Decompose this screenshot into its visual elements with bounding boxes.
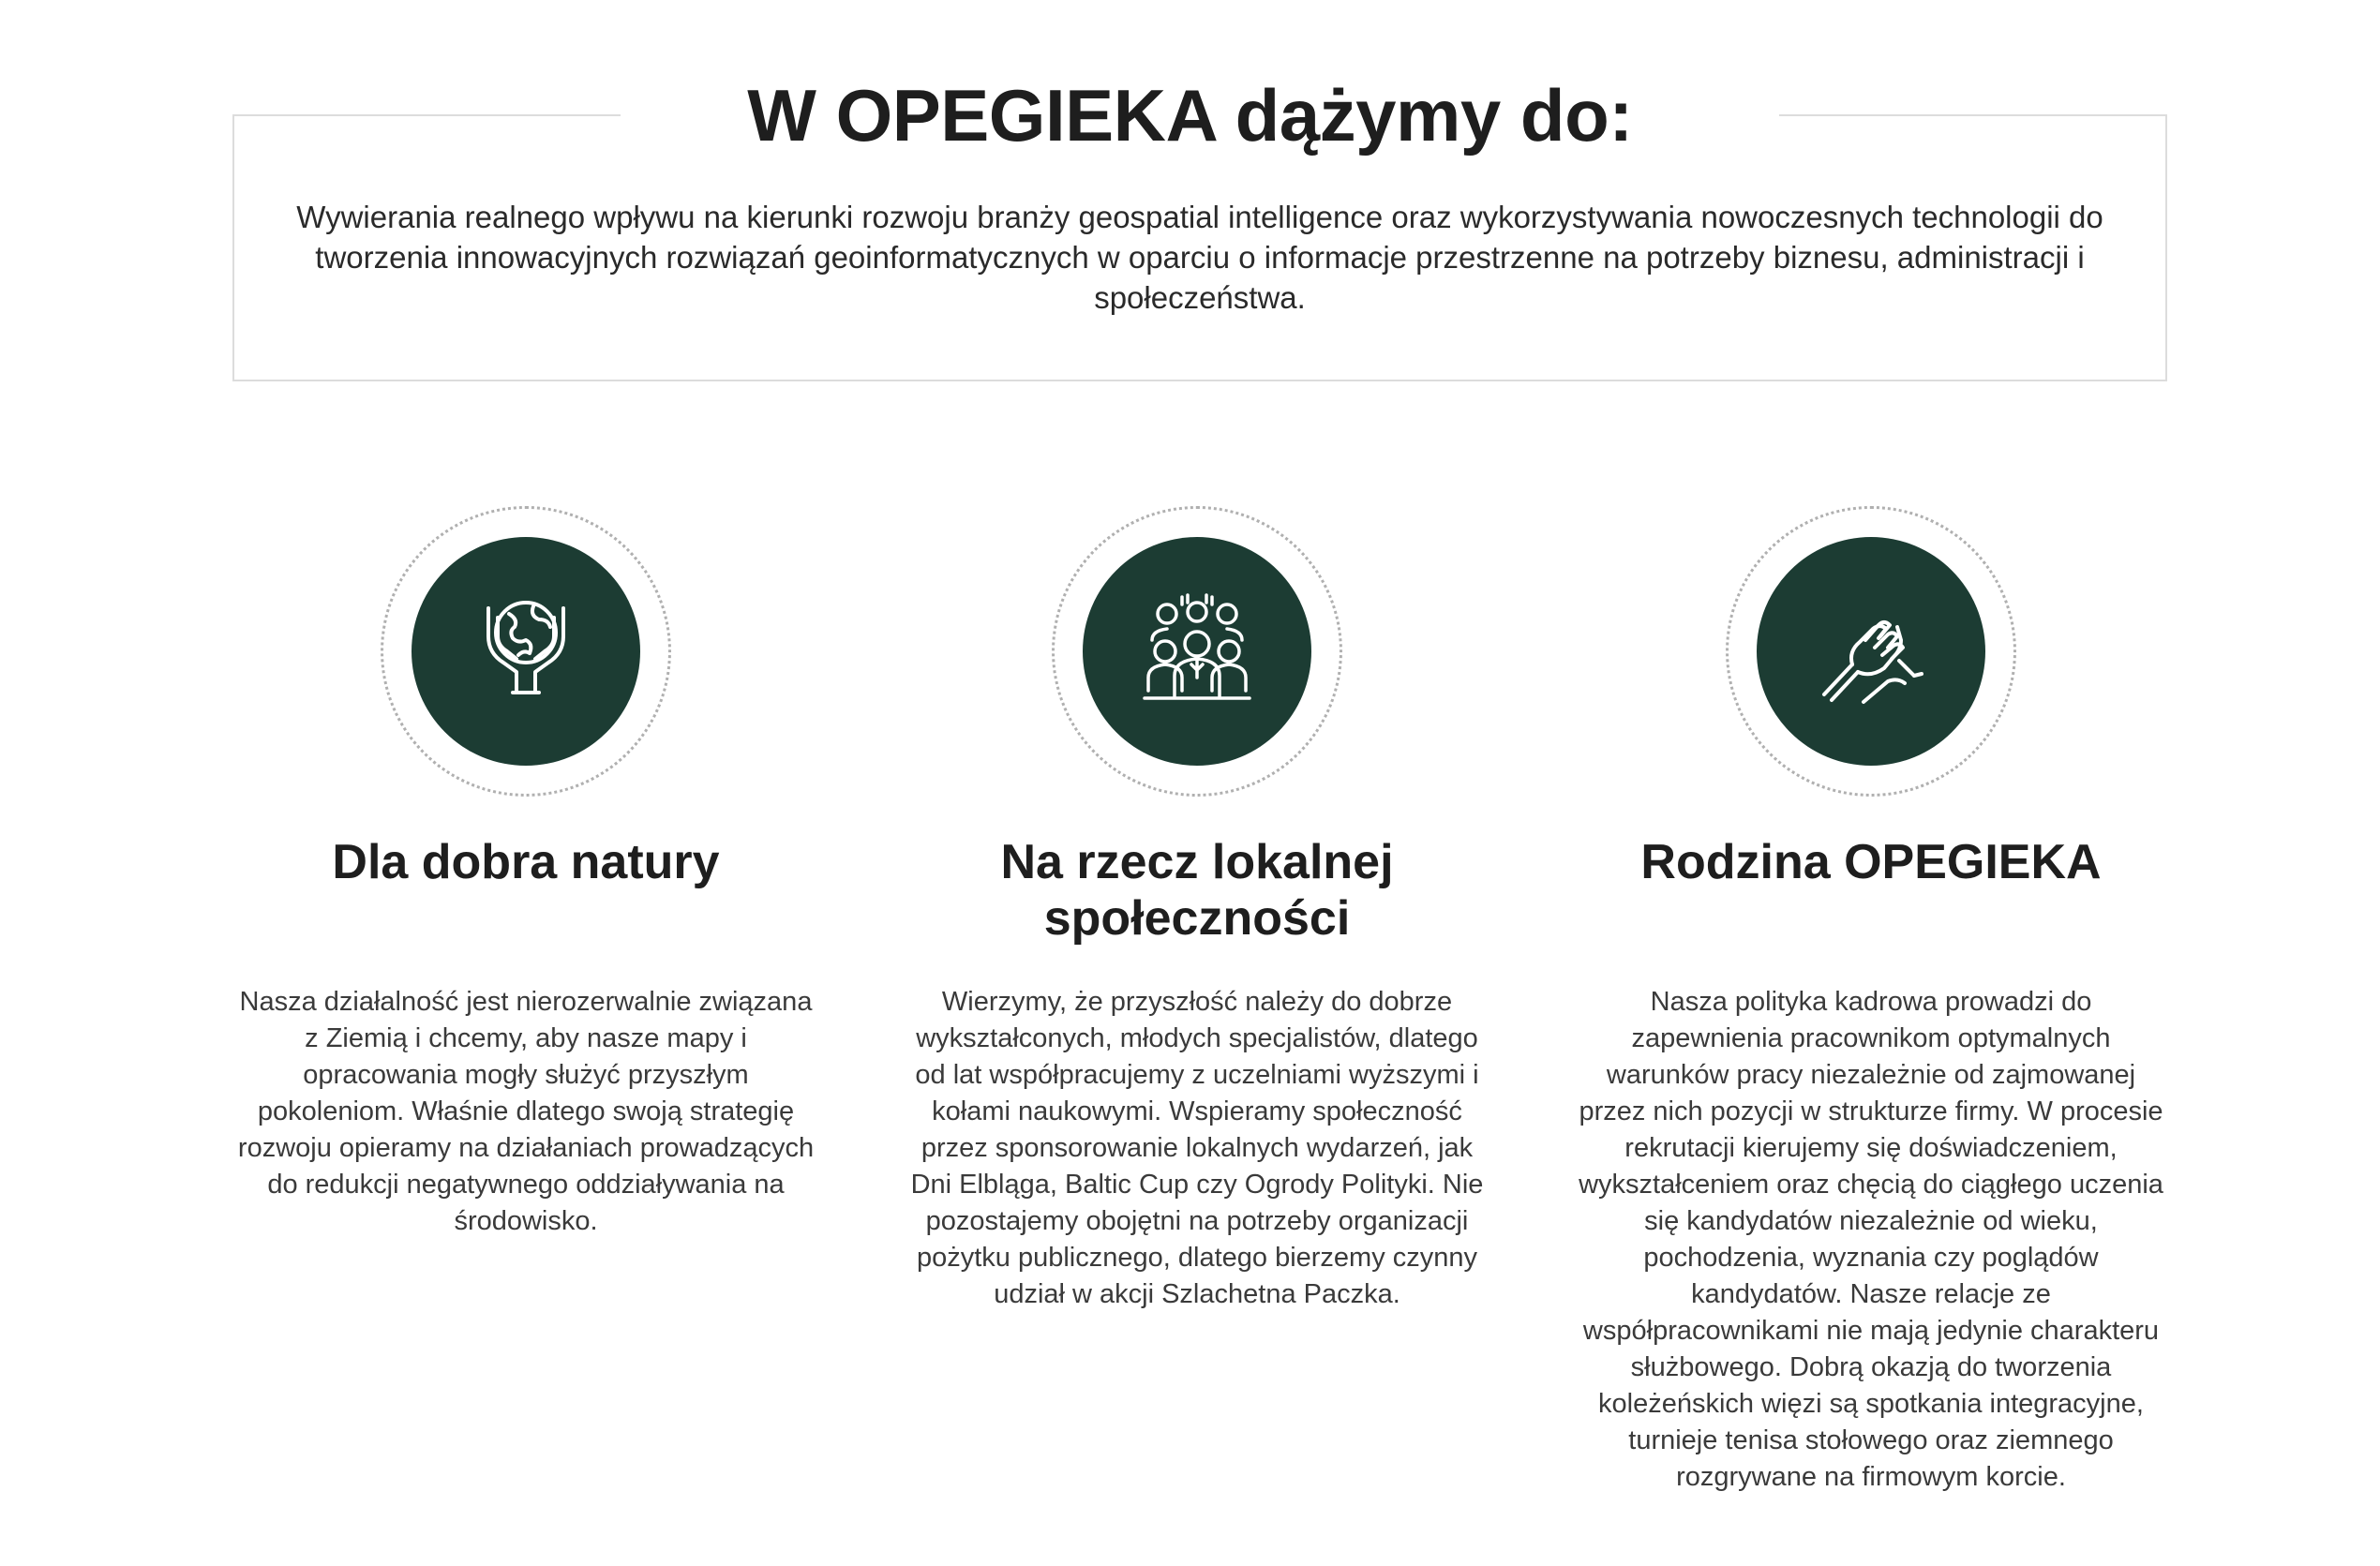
column-family: [1566, 506, 2176, 1496]
icon-ring: [381, 506, 671, 797]
icon-disc: [1083, 537, 1311, 766]
column-title: Dla dobra natury: [332, 835, 720, 889]
column-title: Rodzina OPEGIEKA: [1640, 835, 2102, 889]
column-text: Nasza polityka kadrowa prowadzi do zapewnienia pracownikom optymalnych warunków pracy niezależnie od zajmowanej przez nich pozycji w strukturze firmy. W procesie rekrutacji kierujemy się doświadczeniem, wykształceniem oraz chęcią do ciągłego uczenia się kandydatów niezależnie od wieku, pochodzenia, wyznania czy poglądów kandydatów. Nasze relacje ze współpracownikami nie mają jedynie charakteru służbowego. Dobrą okazją do tworzenia koleżeńskich więzi są spotkania integracyjne, turnieje tenisa stołowego oraz ziemnego rozgrywane na firmowym korcie.: [1579, 987, 2163, 1492]
column-community: [892, 506, 1502, 1313]
globe-in-hands-icon: [460, 586, 591, 717]
community-group-icon: [1131, 586, 1263, 717]
column-title: Na rzecz lokalnej społeczności: [1000, 835, 1394, 946]
icon-disc: [412, 537, 640, 766]
column-text: Wierzymy, że przyszłość należy do dobrze wykształconych, młodych specjalistów, dlatego od lat współpracujemy z uczelniami wyższymi i kołami naukowymi. Wspieramy społeczność przez sponsorowanie lokalnych wydarzeń, jak Dni Elbląga, Baltic Cup czy Ogrody Polityki. Nie pozostajemy obojętni na potrzeby organizacji pożytku publicznego, dlatego bierzemy czynny udział w akcji Szlachetna Paczka.: [910, 987, 1484, 1309]
column-text: Nasza działalność jest nierozerwalnie związana z Ziemią i chcemy, aby nasze mapy i opracowania mogły służyć przyszłym pokoleniom. Właśnie dlatego swoją strategię rozwoju opieramy na działaniach prowadzących do redukcji negatywnego oddziaływania na środowisko.: [237, 987, 815, 1236]
icon-ring: [1052, 506, 1342, 797]
icon-ring: [1726, 506, 2016, 797]
icon-disc: [1757, 537, 1985, 766]
column-nature: [221, 506, 831, 1240]
mission-title: W OPEGIEKA dążymy do:: [747, 74, 1633, 157]
mission-text: Wywierania realnego wpływu na kierunki rozwoju branży geospatial intelligence oraz wykorzystywania nowoczesnych technologii do tworzenia innowacyjnych rozwiązań geoinformatycznych w oparciu o informacje przestrzenne na potrzeby biznesu, administracji i społeczeństwa.: [296, 200, 2103, 315]
handshake-arm-icon: [1805, 586, 1937, 717]
